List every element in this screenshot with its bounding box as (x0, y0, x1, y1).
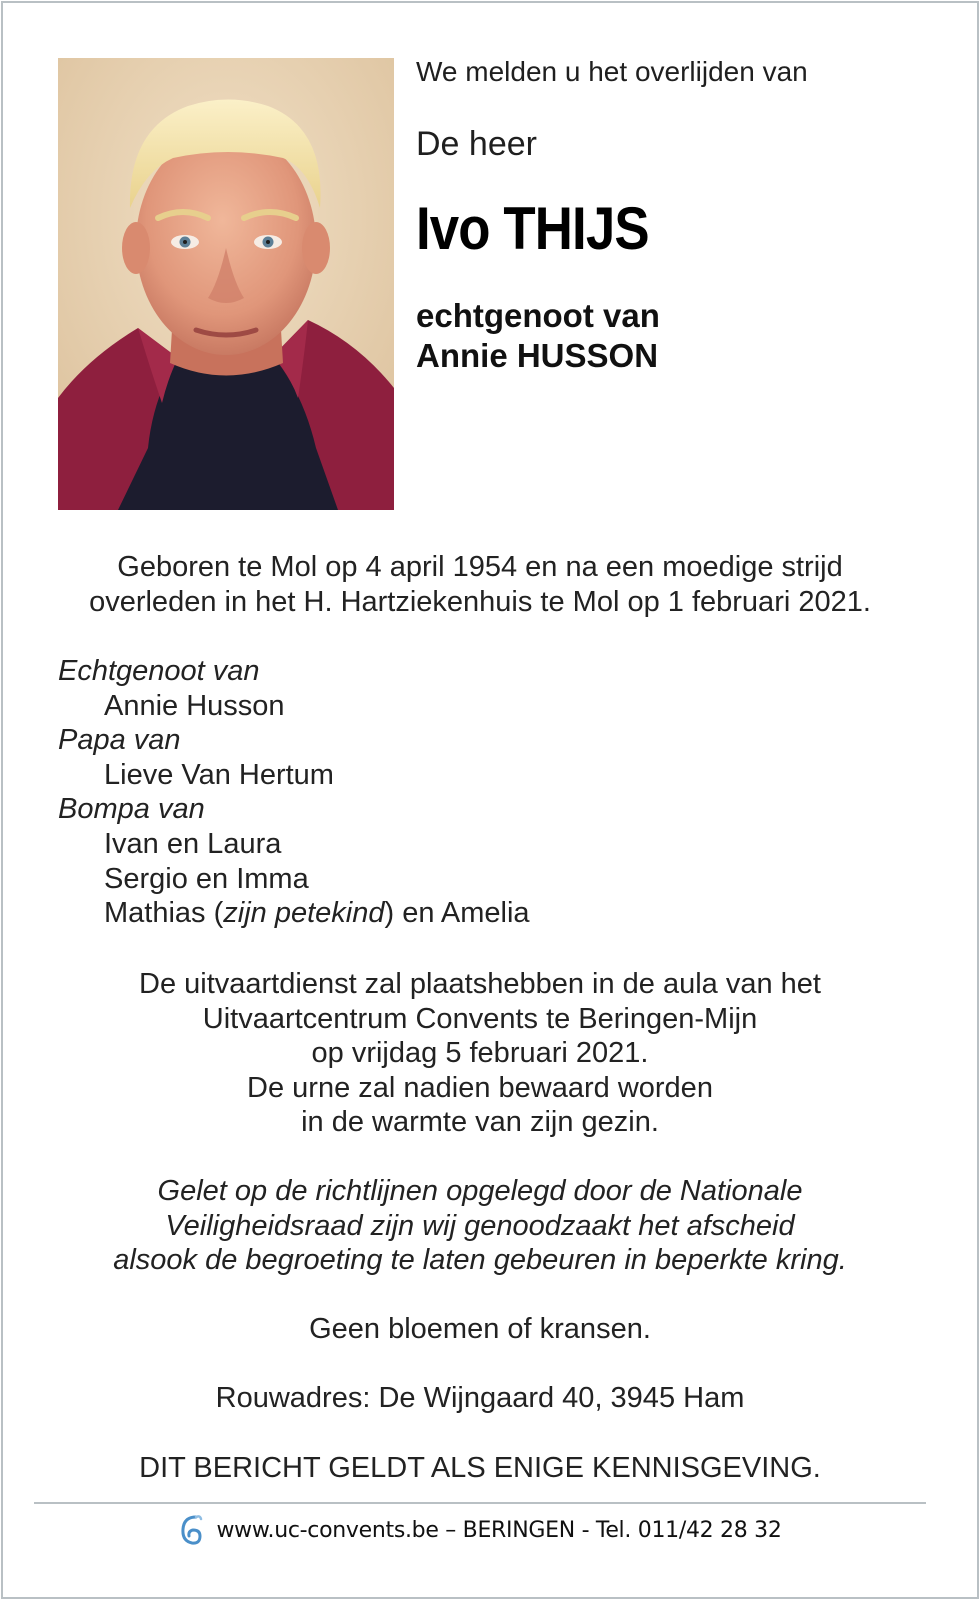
official-notice: DIT BERICHT GELDT ALS ENIGE KENNISGEVING. (139, 1452, 821, 1484)
no-flowers-text: Geen bloemen of kransen. (309, 1313, 651, 1345)
family-member-spouse: Annie Husson (104, 689, 285, 722)
spouse-heading-line2: Annie HUSSON (416, 337, 659, 374)
godchild-note: zijn petekind (223, 897, 385, 930)
covid-notice (0, 1174, 960, 1278)
family-role-spouse: Echtgenoot van (58, 655, 260, 687)
family-member-child: Lieve Van Hertum (104, 758, 334, 791)
notice-line-2: Veiligheidsraad zijn wij genoodzaakt het afscheid (165, 1209, 795, 1242)
family-member-grandchildren-2: Sergio en Imma (104, 862, 309, 895)
mourning-address: Rouwadres: De Wijngaard 40, 3945 Ham (215, 1382, 745, 1414)
notice-line-3: alsook de begroeting te laten gebeuren in beperkte kring. (113, 1244, 847, 1276)
birth-line: Geboren te Mol op 4 april 1954 en na een moedige strijd (117, 551, 843, 583)
notice-line-1: Gelet op de richtlijnen opgelegd door de Nationale (157, 1175, 803, 1207)
family-list (58, 654, 530, 931)
spouse-heading-line1: echtgenoot van (416, 297, 660, 334)
family-role-grandparent: Bompa van (58, 793, 205, 826)
footer (0, 1513, 960, 1547)
birth-death-paragraph (0, 550, 960, 620)
ceremony-line-2: Uitvaartcentrum Convents te Beringen-Mijn (202, 1002, 758, 1035)
ceremony-paragraph (0, 967, 960, 1140)
intro-text: We melden u het overlijden van (416, 56, 808, 87)
honorific: De heer (416, 125, 537, 163)
family-member-grandchildren-3 (58, 896, 530, 931)
portrait-photo (58, 58, 394, 510)
ceremony-line-4: De urne zal nadien bewaard worden (247, 1071, 713, 1104)
grandchild-3-rest: ) en Amelia (384, 897, 530, 930)
spouse-heading (416, 296, 660, 376)
deceased-name: Ivo THIJS (416, 195, 649, 262)
footer-website-link[interactable]: www.uc-convents.be – BERINGEN - Tel. 011/42 28 32 (216, 1517, 782, 1543)
ceremony-line-3: op vrijdag 5 februari 2021. (311, 1037, 649, 1069)
convents-logo-icon (178, 1513, 204, 1547)
grandchild-3-name: Mathias ( (104, 897, 224, 930)
ceremony-line-1: De uitvaartdienst zal plaatshebben in de aula van het (139, 968, 821, 1000)
ceremony-line-5: in de warmte van zijn gezin. (301, 1106, 659, 1138)
family-role-parent: Papa van (58, 724, 181, 757)
family-member-grandchildren-1: Ivan en Laura (104, 827, 282, 860)
footer-divider (34, 1502, 926, 1504)
death-line: overleden in het H. Hartziekenhuis te Mol op 1 februari 2021. (89, 586, 871, 618)
